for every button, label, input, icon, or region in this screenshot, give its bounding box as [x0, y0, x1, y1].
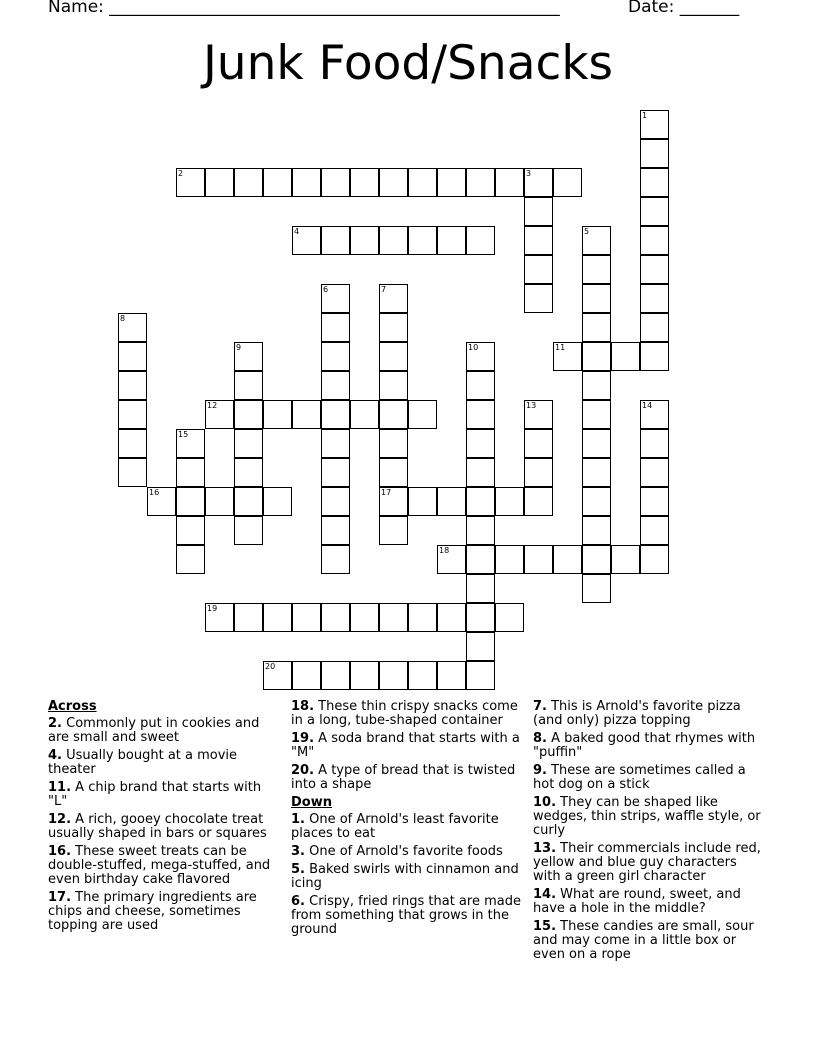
clue-item — [48, 891, 273, 933]
grid-cell[interactable] — [205, 168, 234, 197]
grid-cell[interactable] — [234, 487, 263, 516]
grid-cell[interactable] — [234, 458, 263, 487]
grid-cell[interactable] — [640, 313, 669, 342]
grid-cell[interactable] — [176, 458, 205, 487]
grid-cell[interactable] — [640, 226, 669, 255]
grid-cell[interactable] — [379, 487, 408, 516]
grid-cell[interactable] — [408, 661, 437, 690]
grid-cell[interactable] — [147, 487, 176, 516]
grid-cell[interactable] — [466, 371, 495, 400]
grid-cell[interactable] — [321, 400, 350, 429]
clue-item — [533, 920, 768, 962]
grid-cell[interactable] — [582, 255, 611, 284]
grid-cell[interactable] — [640, 110, 669, 139]
grid-cell[interactable] — [553, 168, 582, 197]
grid-cell[interactable] — [118, 400, 147, 429]
clue-number: 19 — [207, 604, 218, 613]
grid-cell[interactable] — [321, 226, 350, 255]
clue-number: 12 — [207, 401, 218, 410]
grid-cell[interactable] — [582, 371, 611, 400]
grid-cell[interactable] — [292, 661, 321, 690]
clues-column-1 — [48, 700, 273, 937]
clue-item-text: These thin crispy snacks come in a long, tube-shaped container — [291, 699, 518, 728]
clue-item — [291, 863, 521, 891]
grid-cell[interactable] — [524, 226, 553, 255]
grid-cell[interactable] — [582, 545, 611, 574]
grid-cell[interactable] — [582, 458, 611, 487]
clue-number: 14 — [642, 401, 653, 410]
grid-cell[interactable] — [350, 400, 379, 429]
grid-cell[interactable] — [234, 516, 263, 545]
grid-cell[interactable] — [234, 168, 263, 197]
clue-item — [48, 813, 273, 841]
clues-column-2 — [291, 700, 521, 941]
grid-cell[interactable] — [524, 284, 553, 313]
grid-cell[interactable] — [321, 661, 350, 690]
grid-cell[interactable] — [582, 487, 611, 516]
clue-item-number: 15. — [533, 919, 557, 934]
grid-cell[interactable] — [321, 168, 350, 197]
grid-cell[interactable] — [176, 487, 205, 516]
clue-item-text: This is Arnold's favorite pizza (and only) pizza topping — [533, 699, 741, 728]
grid-cell[interactable] — [379, 226, 408, 255]
grid-cell[interactable] — [292, 400, 321, 429]
clue-item-number: 9. — [533, 763, 547, 778]
grid-cell[interactable] — [466, 574, 495, 603]
grid-cell[interactable] — [379, 603, 408, 632]
grid-cell[interactable] — [582, 284, 611, 313]
clue-number: 3 — [526, 169, 532, 178]
grid-cell[interactable] — [205, 603, 234, 632]
grid-cell[interactable] — [176, 168, 205, 197]
grid-cell[interactable] — [350, 661, 379, 690]
clue-item — [533, 732, 768, 760]
grid-cell[interactable] — [321, 429, 350, 458]
grid-cell[interactable] — [437, 603, 466, 632]
clue-item-text: The primary ingredients are chips and cheese, sometimes topping are used — [48, 890, 257, 933]
grid-cell[interactable] — [611, 342, 640, 371]
clue-item-number: 20. — [291, 763, 315, 778]
clue-item — [291, 813, 521, 841]
grid-cell[interactable] — [524, 487, 553, 516]
grid-cell[interactable] — [640, 342, 669, 371]
clue-item — [48, 781, 273, 809]
clue-item — [291, 764, 521, 792]
clue-item-number: 14. — [533, 887, 557, 902]
clue-item-number: 8. — [533, 731, 547, 746]
grid-cell[interactable] — [379, 458, 408, 487]
down-heading: Down — [291, 795, 332, 810]
grid-cell[interactable] — [263, 487, 292, 516]
clue-item — [291, 700, 521, 728]
grid-cell[interactable] — [466, 168, 495, 197]
grid-cell[interactable] — [118, 342, 147, 371]
grid-cell[interactable] — [640, 168, 669, 197]
grid-cell[interactable] — [118, 313, 147, 342]
grid-cell[interactable] — [524, 168, 553, 197]
clue-item — [533, 700, 768, 728]
clue-number: 4 — [294, 227, 300, 236]
grid-cell[interactable] — [640, 516, 669, 545]
clue-item-text: These sweet treats can be double-stuffed, mega-stuffed, and even birthday cake flavored — [48, 844, 271, 887]
grid-cell[interactable] — [176, 429, 205, 458]
clue-item — [291, 845, 521, 859]
grid-cell[interactable] — [379, 661, 408, 690]
grid-cell[interactable] — [321, 313, 350, 342]
grid-cell[interactable] — [553, 545, 582, 574]
grid-cell[interactable] — [118, 458, 147, 487]
grid-cell[interactable] — [321, 603, 350, 632]
clue-item-number: 5. — [291, 862, 305, 877]
clue-item — [533, 888, 768, 916]
clue-item-number: 13. — [533, 841, 557, 856]
clue-item — [533, 842, 768, 884]
clue-item-number: 19. — [291, 731, 315, 746]
clue-item-text: They can be shaped like wedges, thin strips, waffle style, or curly — [533, 795, 761, 838]
clue-item — [48, 717, 273, 745]
clue-item-number: 17. — [48, 890, 72, 905]
grid-cell[interactable] — [263, 400, 292, 429]
page-title: Junk Food/Snacks — [202, 36, 614, 91]
grid-cell[interactable] — [118, 371, 147, 400]
clue-item-number: 16. — [48, 844, 72, 859]
clue-item-text: These are sometimes called a hot dog on a stick — [533, 763, 746, 792]
clue-item-number: 1. — [291, 812, 305, 827]
clue-number: 6 — [323, 285, 329, 294]
grid-cell[interactable] — [205, 400, 234, 429]
clue-item — [291, 732, 521, 760]
grid-cell[interactable] — [437, 226, 466, 255]
clue-item-number: 11. — [48, 780, 72, 795]
grid-cell[interactable] — [466, 603, 495, 632]
grid-cell[interactable] — [437, 487, 466, 516]
grid-cell[interactable] — [466, 429, 495, 458]
grid-cell[interactable] — [321, 284, 350, 313]
grid-cell[interactable] — [466, 342, 495, 371]
clue-number: 1 — [642, 111, 648, 120]
clues-column-3 — [533, 700, 768, 966]
grid-cell[interactable] — [118, 429, 147, 458]
grid-cell[interactable] — [524, 197, 553, 226]
clue-number: 17 — [381, 488, 392, 497]
grid-cell[interactable] — [495, 168, 524, 197]
clue-item-text: What are round, sweet, and have a hole in the middle? — [533, 887, 741, 916]
grid-cell[interactable] — [321, 458, 350, 487]
across-clue-list — [48, 717, 273, 933]
grid-cell[interactable] — [640, 284, 669, 313]
clue-item-text: Commonly put in cookies and are small and sweet — [48, 716, 260, 745]
clue-item-text: A baked good that rhymes with "puffin" — [533, 731, 756, 760]
grid-cell[interactable] — [408, 168, 437, 197]
clue-item-number: 3. — [291, 844, 305, 859]
clue-item — [48, 845, 273, 887]
grid-cell[interactable] — [205, 487, 234, 516]
clue-number: 13 — [526, 401, 537, 410]
name-field-label: Name: _____________________________________________________ — [48, 0, 560, 17]
grid-cell[interactable] — [234, 429, 263, 458]
grid-cell[interactable] — [292, 168, 321, 197]
grid-cell[interactable] — [640, 487, 669, 516]
clue-number: 5 — [584, 227, 590, 236]
clue-item-number: 7. — [533, 699, 547, 714]
grid-cell[interactable] — [234, 603, 263, 632]
grid-cell[interactable] — [408, 400, 437, 429]
clue-item-text: One of Arnold's least favorite places to eat — [291, 812, 499, 841]
grid-cell[interactable] — [234, 342, 263, 371]
grid-cell[interactable] — [176, 516, 205, 545]
grid-cell[interactable] — [553, 342, 582, 371]
grid-cell[interactable] — [408, 226, 437, 255]
grid-cell[interactable] — [524, 255, 553, 284]
grid-cell[interactable] — [379, 371, 408, 400]
clue-item-text: Crispy, fried rings that are made from something that grows in the ground — [291, 894, 521, 937]
grid-cell[interactable] — [582, 226, 611, 255]
down-clue-list — [291, 813, 521, 937]
clue-item-text: One of Arnold's favorite foods — [304, 844, 503, 859]
clue-number: 16 — [149, 488, 160, 497]
clue-item-number: 18. — [291, 699, 315, 714]
clue-item-text: Baked swirls with cinnamon and icing — [291, 862, 519, 891]
clue-number: 20 — [265, 662, 276, 671]
clue-item — [291, 895, 521, 937]
clue-number: 11 — [555, 343, 566, 352]
clue-item-text: These candies are small, sour and may come in a little box or even on a rope — [533, 919, 754, 962]
grid-cell[interactable] — [582, 574, 611, 603]
across-heading: Across — [48, 699, 97, 714]
clue-number: 9 — [236, 343, 242, 352]
grid-cell[interactable] — [292, 603, 321, 632]
grid-cell[interactable] — [582, 516, 611, 545]
grid-cell[interactable] — [466, 661, 495, 690]
grid-cell[interactable] — [524, 545, 553, 574]
grid-cell[interactable] — [640, 458, 669, 487]
grid-cell[interactable] — [466, 545, 495, 574]
clue-item-number: 4. — [48, 748, 62, 763]
grid-cell[interactable] — [379, 313, 408, 342]
grid-cell[interactable] — [437, 661, 466, 690]
clue-number: 7 — [381, 285, 387, 294]
grid-cell[interactable] — [379, 516, 408, 545]
grid-cell[interactable] — [408, 603, 437, 632]
clue-number: 2 — [178, 169, 184, 178]
grid-cell[interactable] — [321, 371, 350, 400]
grid-cell[interactable] — [495, 545, 524, 574]
grid-cell[interactable] — [466, 516, 495, 545]
clue-item-text: A chip brand that starts with "L" — [48, 780, 262, 809]
grid-cell[interactable] — [640, 255, 669, 284]
clue-item-number: 10. — [533, 795, 557, 810]
clue-number: 18 — [439, 546, 450, 555]
clue-item — [533, 796, 768, 838]
grid-cell[interactable] — [379, 400, 408, 429]
clue-number: 8 — [120, 314, 126, 323]
clue-item-text: A type of bread that is twisted into a shape — [291, 763, 516, 792]
grid-cell[interactable] — [466, 487, 495, 516]
clue-item-number: 12. — [48, 812, 72, 827]
grid-cell[interactable] — [176, 545, 205, 574]
grid-cell[interactable] — [640, 197, 669, 226]
grid-cell[interactable] — [350, 226, 379, 255]
grid-cell[interactable] — [263, 661, 292, 690]
date-field-label: Date: _______ — [628, 0, 740, 17]
grid-cell[interactable] — [263, 168, 292, 197]
grid-cell[interactable] — [408, 487, 437, 516]
grid-cell[interactable] — [321, 545, 350, 574]
grid-cell[interactable] — [437, 545, 466, 574]
grid-cell[interactable] — [640, 400, 669, 429]
grid-cell[interactable] — [350, 168, 379, 197]
grid-cell[interactable] — [640, 429, 669, 458]
clue-item-number: 6. — [291, 894, 305, 909]
clue-item-text: Usually bought at a movie theater — [48, 748, 238, 777]
grid-cell[interactable] — [466, 458, 495, 487]
grid-cell[interactable] — [437, 168, 466, 197]
grid-cell[interactable] — [582, 313, 611, 342]
grid-cell[interactable] — [292, 226, 321, 255]
grid-cell[interactable] — [234, 400, 263, 429]
grid-cell[interactable] — [524, 458, 553, 487]
grid-cell[interactable] — [582, 342, 611, 371]
grid-cell[interactable] — [495, 487, 524, 516]
grid-cell[interactable] — [640, 545, 669, 574]
clue-item-text: A rich, gooey chocolate treat usually shaped in bars or squares — [48, 812, 267, 841]
grid-cell[interactable] — [321, 342, 350, 371]
grid-cell[interactable] — [524, 400, 553, 429]
clue-number: 10 — [468, 343, 479, 352]
grid-cell[interactable] — [379, 429, 408, 458]
grid-cell[interactable] — [611, 545, 640, 574]
grid-cell[interactable] — [466, 400, 495, 429]
grid-cell[interactable] — [582, 429, 611, 458]
grid-cell[interactable] — [495, 603, 524, 632]
grid-cell[interactable] — [321, 487, 350, 516]
down-clue-list-continued — [533, 700, 768, 962]
grid-cell[interactable] — [524, 429, 553, 458]
across-clue-list-continued — [291, 700, 521, 792]
grid-cell[interactable] — [379, 342, 408, 371]
grid-cell[interactable] — [263, 603, 292, 632]
grid-cell[interactable] — [466, 632, 495, 661]
grid-cell[interactable] — [321, 516, 350, 545]
grid-cell[interactable] — [234, 371, 263, 400]
grid-cell[interactable] — [379, 168, 408, 197]
clue-item-text: Their commercials include red, yellow and blue guy characters with a green girl character — [533, 841, 761, 884]
clue-item-number: 2. — [48, 716, 62, 731]
grid-cell[interactable] — [379, 284, 408, 313]
grid-cell[interactable] — [350, 603, 379, 632]
clue-number: 15 — [178, 430, 189, 439]
clue-item — [48, 749, 273, 777]
grid-cell[interactable] — [640, 139, 669, 168]
grid-cell[interactable] — [466, 226, 495, 255]
grid-cell[interactable] — [582, 400, 611, 429]
clue-item-text: A soda brand that starts with a "M" — [291, 731, 520, 760]
clue-item — [533, 764, 768, 792]
